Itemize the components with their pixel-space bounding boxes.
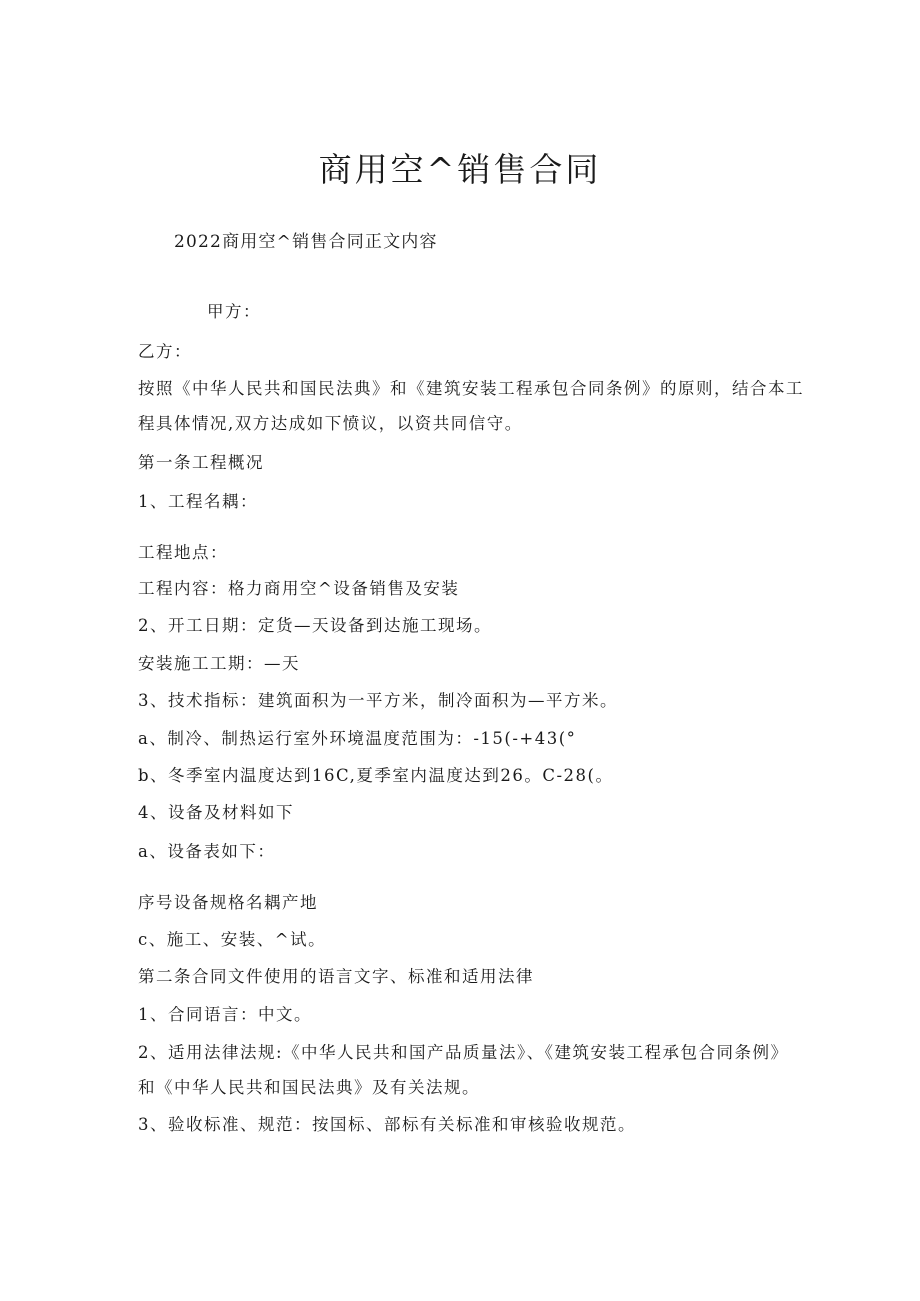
project-content-line: 工程内容：格力商用空^设备销售及安装 [138,579,460,598]
project-location-line: 工程地点： [138,543,228,562]
indoor-temperature-line: b、冬季室内温度达到16C,夏季室内温度达到26。C-28(。 [138,766,614,785]
applicable-laws-line-2: 和《中华人民共和国民法典》及有关法规。 [138,1078,480,1097]
project-name-line: 1、工程名耦： [138,492,258,511]
acceptance-standards-line: 3、验收标准、规范：按国标、部标有关标准和审核验收规范。 [138,1115,636,1134]
party-b-label: 乙方： [138,342,192,361]
technical-index-line: 3、技术指标：建筑面积为一平方米，制冷面积为—平方米。 [138,691,618,710]
document-subtitle: 2022商用空^销售合同正文内容 [174,232,438,252]
article-1-heading: 第一条工程概况 [138,453,264,472]
construction-period-line: 安装施工工期：—天 [138,654,300,673]
preamble-line-2: 程具体情况,双方达成如下愤议，以资共同信守。 [138,414,523,433]
preamble-line-1: 按照《中华人民共和国民法典》和《建筑安装工程承包合同条例》的原则，结合本工 [138,379,804,398]
party-a-label: 甲方： [207,302,261,321]
equipment-materials-line: 4、设备及材料如下 [138,803,294,822]
equipment-table-header: 序号设备规格名耦产地 [138,893,318,912]
cooling-heating-range-line: a、制冷、制热运行室外环境温度范围为：-15(-+43(° [138,729,577,748]
document-title: 商用空^销售合同 [318,150,602,189]
contract-language-line: 1、合同语言：中文。 [138,1005,312,1024]
construction-install-line: c、施工、安装、^试。 [138,930,327,949]
equipment-table-line: a、设备表如下： [138,842,276,861]
article-2-heading: 第二条合同文件使用的语言文字、标准和适用法律 [138,967,534,986]
applicable-laws-line-1: 2、适用法律法规:《中华人民共和国产品质量法》、《建筑安装工程承包合同条例》 [138,1043,789,1062]
start-date-line: 2、开工日期：定货—天设备到达施工现场。 [138,616,492,635]
